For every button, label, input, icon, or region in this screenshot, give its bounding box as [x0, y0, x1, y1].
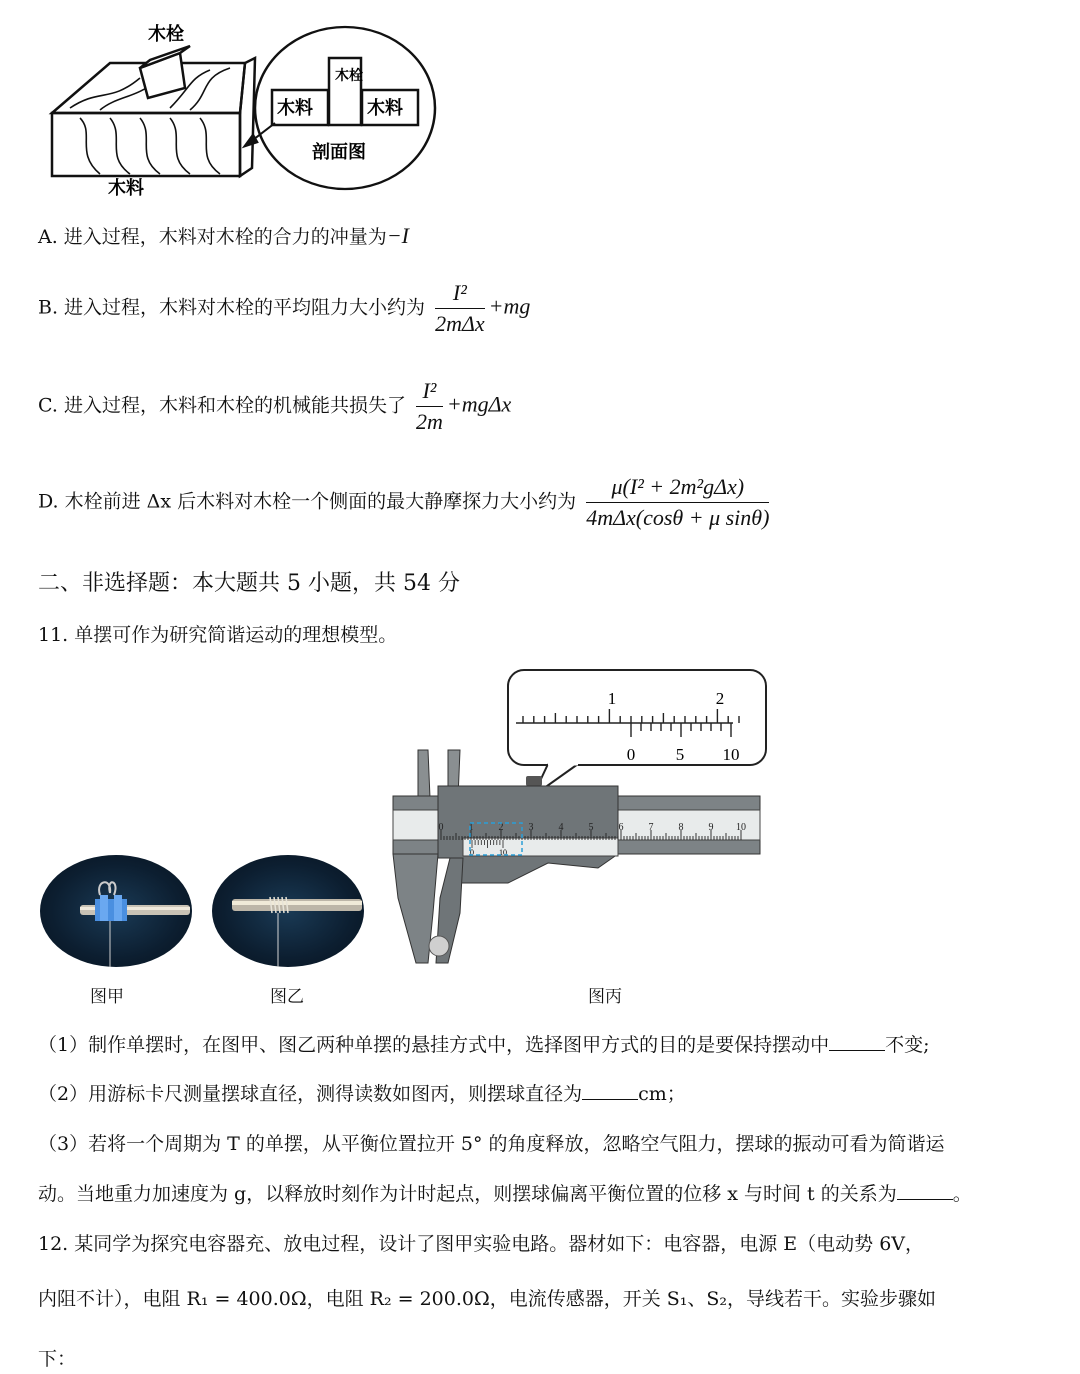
- main-scale-label: 1: [468, 822, 474, 833]
- main-scale-label: 2: [498, 822, 504, 833]
- option-b-numerator: I²: [435, 280, 485, 309]
- vernier-label-10: 10: [499, 848, 507, 857]
- main-scale-label: 5: [588, 822, 594, 833]
- label-wood: 木料: [108, 178, 144, 199]
- q11-p2-blank: [582, 1098, 638, 1100]
- photo-jia: [40, 855, 192, 967]
- option-c-fraction: [416, 378, 443, 435]
- option-d: [38, 474, 773, 531]
- zoom-main-2: 2: [715, 689, 725, 708]
- option-c: [38, 378, 511, 435]
- option-d-text: D. 木栓前进 Δx 后木料对木栓一个侧面的最大静摩探力大小约为: [38, 490, 577, 513]
- zoom-main-1: 1: [607, 689, 617, 708]
- option-c-numerator: I²: [416, 378, 443, 407]
- main-scale-label: 6: [618, 822, 624, 833]
- photo-yi: [212, 855, 364, 967]
- q11-part3b: [38, 1179, 972, 1206]
- option-b-text: B. 进入过程，木料对木栓的平均阻力大小约为: [38, 296, 426, 319]
- main-scale-label: 4: [558, 822, 564, 833]
- main-scale-label: 8: [678, 822, 684, 833]
- q11-stem: 11. 单摆可作为研究简谐运动的理想模型。: [38, 624, 398, 646]
- caption-yi: 图乙: [270, 987, 304, 1007]
- peg-wood-figure: [40, 18, 440, 203]
- q11-p1-end: 不变;: [885, 1034, 930, 1056]
- option-b-tail: +mg: [488, 293, 531, 319]
- q11-p3b-blank: [897, 1198, 953, 1200]
- section-2-title: 二、非选择题：本大题共 5 小题，共 54 分: [38, 571, 460, 596]
- option-b-fraction: [435, 280, 485, 337]
- option-d-numerator: μ(I² + 2m²gΔx): [586, 474, 769, 503]
- label-peg: 木栓: [148, 24, 184, 45]
- option-d-fraction: [586, 474, 769, 531]
- zoom-vernier-10: 10: [722, 745, 740, 764]
- photo-jia-drawing: [40, 855, 192, 967]
- q11-p1-text: （1）制作单摆时，在图甲、图乙两种单摆的悬挂方式中，选择图甲方式的目的是要保持摆动中: [38, 1034, 830, 1056]
- main-scale-label: 10: [736, 822, 746, 833]
- q11-part3a: （3）若将一个周期为 T 的单摆，从平衡位置拉开 5° 的角度释放，忽略空气阻力，摆球的振动可看为简谐运: [38, 1133, 945, 1155]
- photo-yi-drawing: [212, 855, 364, 967]
- option-a-text: A. 进入过程，木料对木栓的合力的冲量为: [38, 226, 387, 248]
- q11-p2-text: （2）用游标卡尺测量摆球直径，测得读数如图丙，则摆球直径为: [38, 1083, 583, 1105]
- main-scale-label: 3: [528, 822, 534, 833]
- option-b-denominator: 2mΔx: [435, 311, 485, 336]
- option-c-text: C. 进入过程，木料和木栓的机械能共损失了: [38, 394, 406, 417]
- q11-part2: [38, 1079, 686, 1106]
- main-scale-label: 7: [648, 822, 654, 833]
- main-scale-label: 0: [438, 822, 444, 833]
- vernier-label-0: 0: [470, 848, 474, 857]
- q11-p3b-text: 动。当地重力加速度为 g，以释放时刻作为计时起点，则摆球偏离平衡位置的位移 x 与时间 t 的关系为: [38, 1183, 897, 1205]
- option-c-denominator: 2m: [416, 409, 443, 434]
- option-c-tail: +mgΔx: [446, 391, 512, 417]
- label-peg-section: 木栓: [335, 68, 363, 84]
- q12-line3: 下：: [38, 1348, 77, 1370]
- caption-bing: 图丙: [588, 987, 622, 1007]
- zoom-vernier-5: 5: [675, 745, 685, 764]
- option-d-denominator: 4mΔx(cosθ + μ sinθ): [586, 505, 770, 530]
- zoom-vernier-0: 0: [626, 745, 636, 764]
- label-section: 剖面图: [312, 142, 366, 163]
- option-a-math: −I: [386, 223, 409, 248]
- q11-p2-end: cm；: [638, 1083, 686, 1105]
- label-wood-left: 木料: [277, 98, 313, 119]
- q12-line2: 内阻不计），电阻 R₁ = 400.0Ω，电阻 R₂ = 200.0Ω，电流传感器，开关 S₁、S₂，导线若干。实验步骤如: [38, 1288, 937, 1310]
- vernier-caliper-figure: [388, 668, 768, 970]
- main-scale-label: 9: [708, 822, 714, 833]
- q11-part1: [38, 1030, 930, 1057]
- option-a: [38, 222, 409, 249]
- option-b: [38, 280, 530, 337]
- q11-p3b-end: 。: [952, 1183, 972, 1205]
- q11-p1-blank: [829, 1049, 885, 1051]
- label-wood-right: 木料: [367, 98, 403, 119]
- q12-line1: 12. 某同学为探究电容器充、放电过程，设计了图甲实验电路。器材如下：电容器，电源 E（电动势 6V，: [38, 1233, 925, 1255]
- caption-jia: 图甲: [90, 987, 124, 1007]
